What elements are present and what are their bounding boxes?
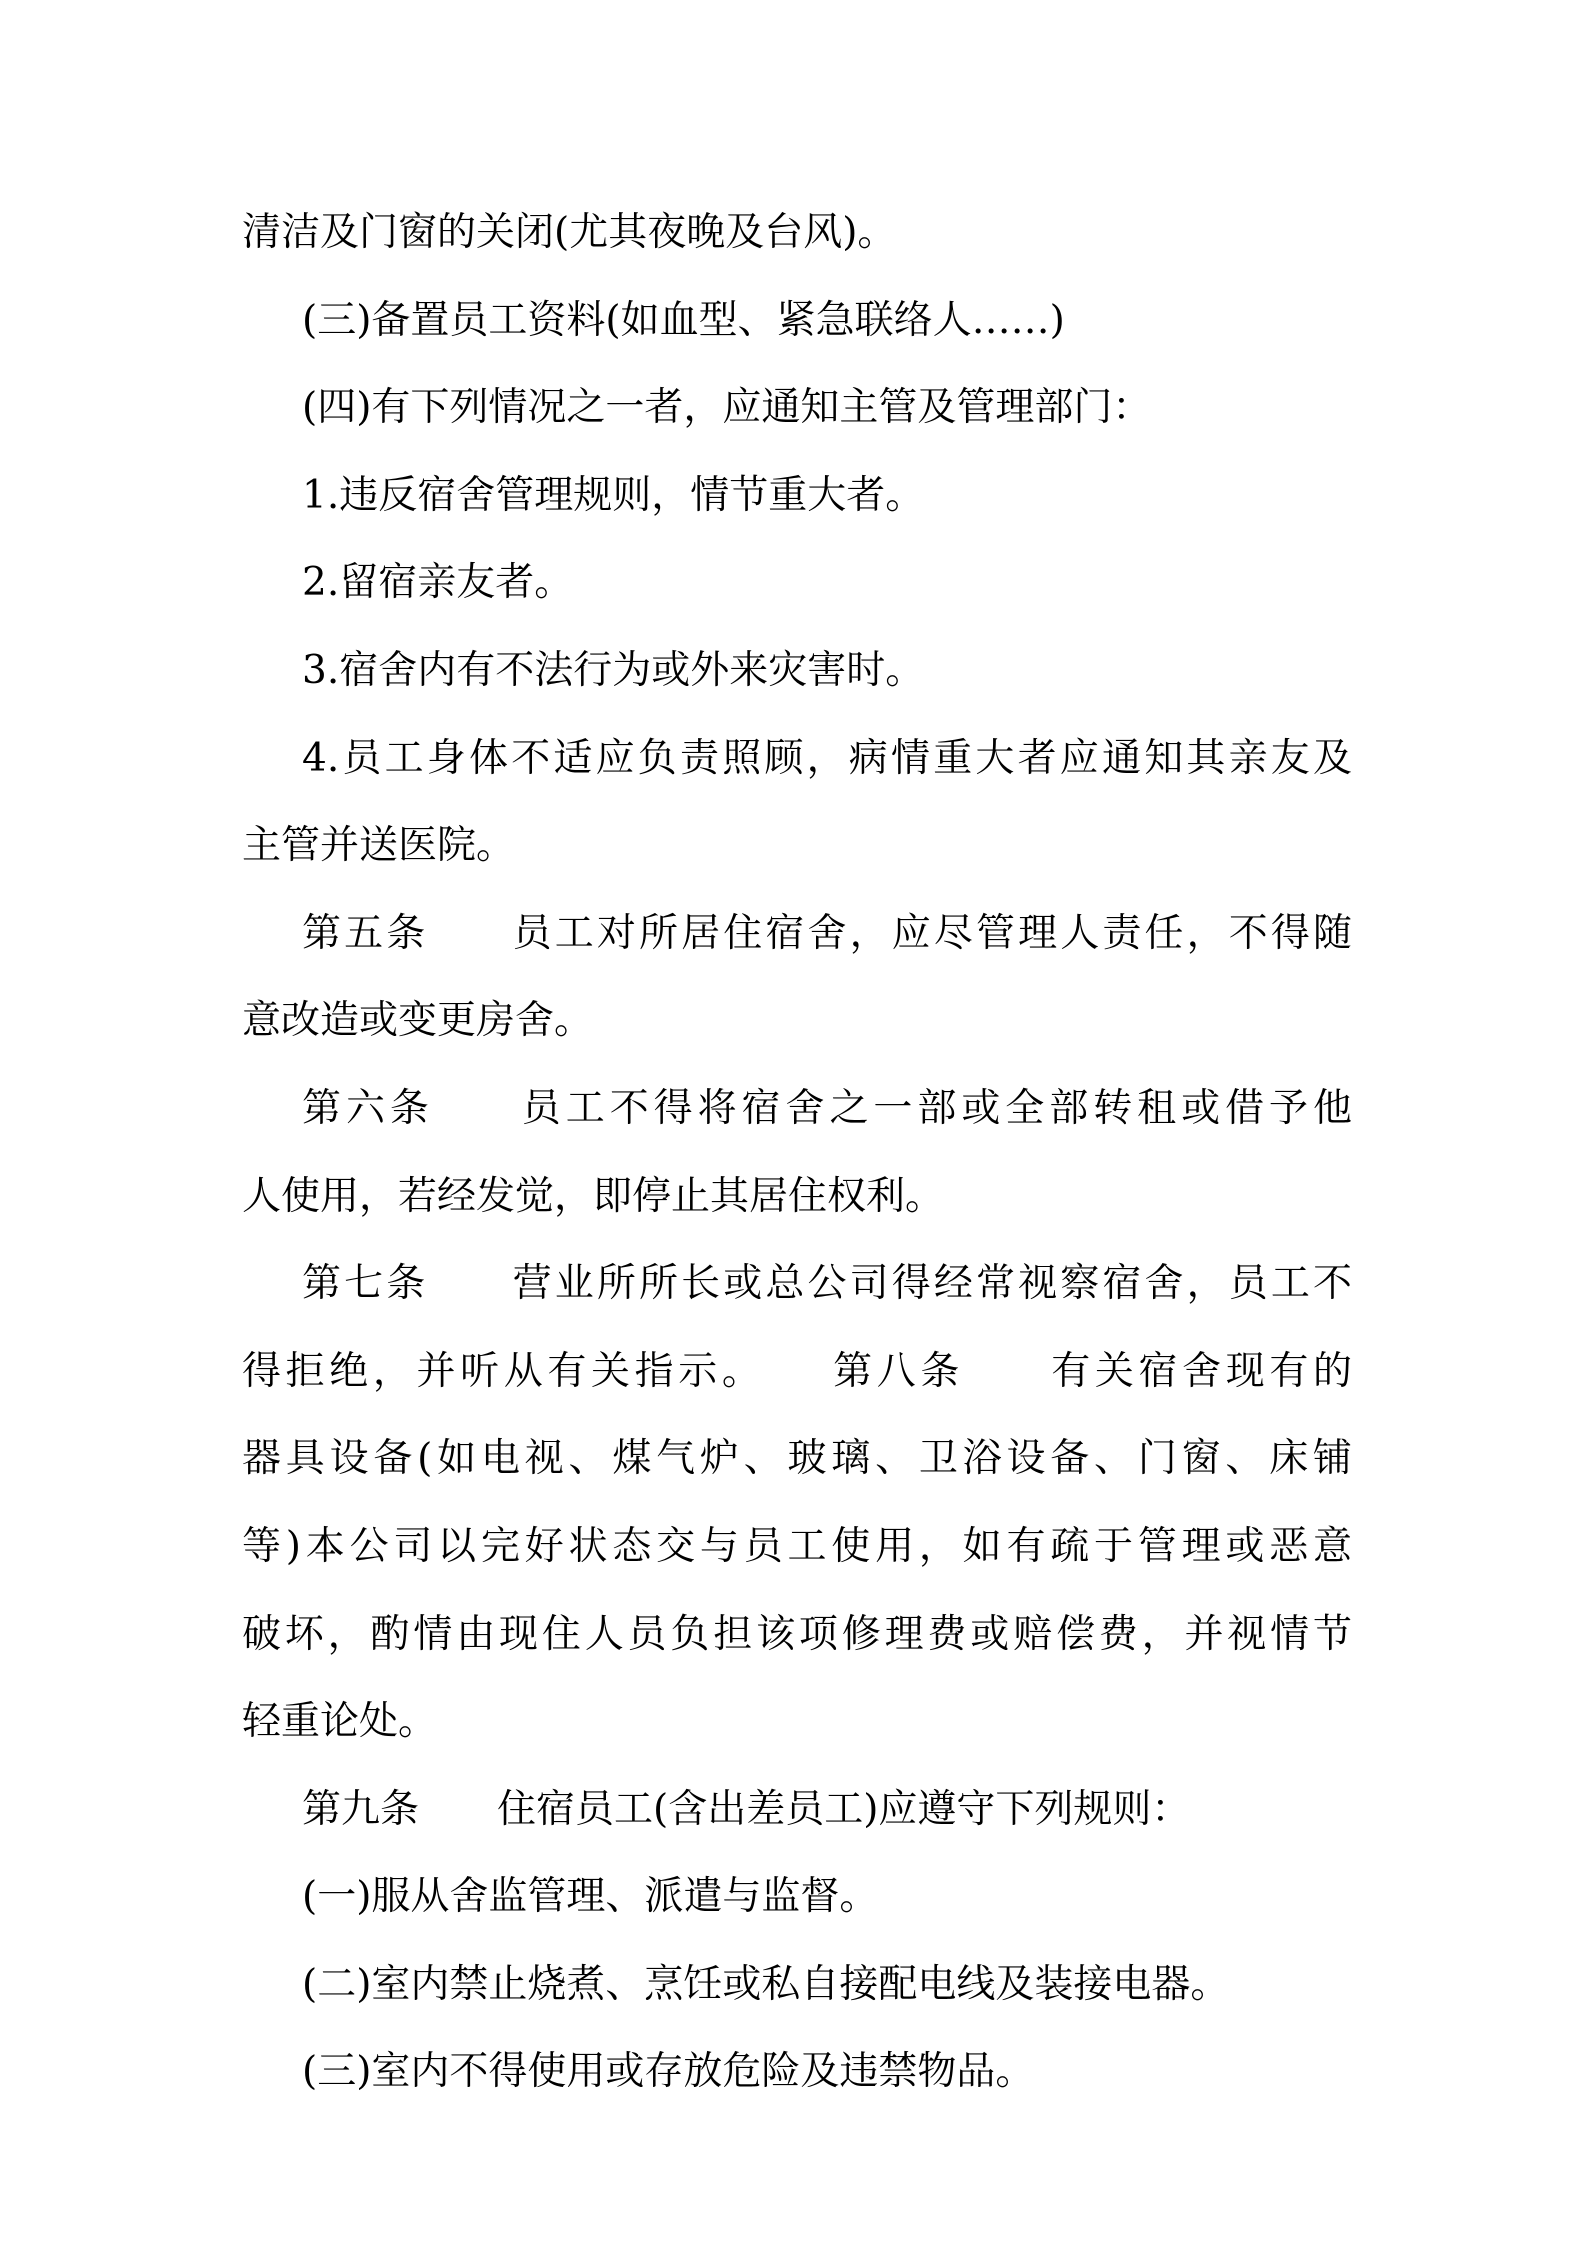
text-line-article-6: 第六条 员工不得将宿舍之一部或全部转租或借予他 — [302, 1085, 1352, 1131]
text-line-article-9: 第九条 住宿员工(含出差员工)应遵守下列规则： — [302, 1786, 1191, 1832]
text-line-article-9-item-3: (三)室内不得使用或存放危险及违禁物品。 — [302, 2049, 1035, 2095]
text-line-article-8-cont-4: 轻重论处。 — [242, 1699, 438, 1745]
text-line-item-4: (四)有下列情况之一者，应通知主管及管理部门： — [302, 385, 1152, 431]
text-line-article-8-cont-1: 器具设备(如电视、煤气炉、玻璃、卫浴设备、门窗、床铺 — [242, 1436, 1352, 1482]
text-line-article-8-cont-2: 等)本公司以完好状态交与员工使用，如有疏于管理或恶意 — [242, 1523, 1352, 1569]
text-line-item-3: (三)备置员工资料(如血型、紧急联络人……) — [302, 297, 1065, 343]
text-line-article-5: 第五条 员工对所居住宿舍，应尽管理人责任，不得随 — [302, 910, 1352, 956]
text-line-subitem-3: 3.宿舍内有不法行为或外来灾害时。 — [302, 647, 925, 693]
text-line-continuation: 清洁及门窗的关闭(尤其夜晚及台风)。 — [242, 210, 897, 255]
text-line-subitem-2: 2.留宿亲友者。 — [302, 560, 574, 606]
text-line-article-9-item-1: (一)服从舍监管理、派遣与监督。 — [302, 1874, 879, 1920]
text-line-subitem-1: 1.违反宿舍管理规则，情节重大者。 — [302, 472, 925, 518]
text-line-article-7: 第七条 营业所所长或总公司得经常视察宿舍，员工不 — [302, 1261, 1352, 1307]
text-line-article-6-cont: 人使用，若经发觉，即停止其居住权利。 — [242, 1173, 945, 1219]
text-line-subitem-4: 4.员工身体不适应负责照顾，病情重大者应通知其亲友及 — [302, 735, 1352, 781]
text-line-article-9-item-2: (二)室内禁止烧煮、烹饪或私自接配电线及装接电器。 — [302, 1961, 1230, 2007]
text-line-subitem-4-cont: 主管并送医院。 — [242, 823, 516, 869]
text-line-article-8-cont-3: 破坏，酌情由现住人员负担该项修理费或赔偿费，并视情节 — [242, 1611, 1352, 1657]
text-line-article-5-cont: 意改造或变更房舍。 — [242, 998, 594, 1044]
text-line-article-7-8: 得拒绝，并听从有关指示。 第八条 有关宿舍现有的 — [242, 1348, 1352, 1394]
document-page — [242, 208, 1352, 2135]
